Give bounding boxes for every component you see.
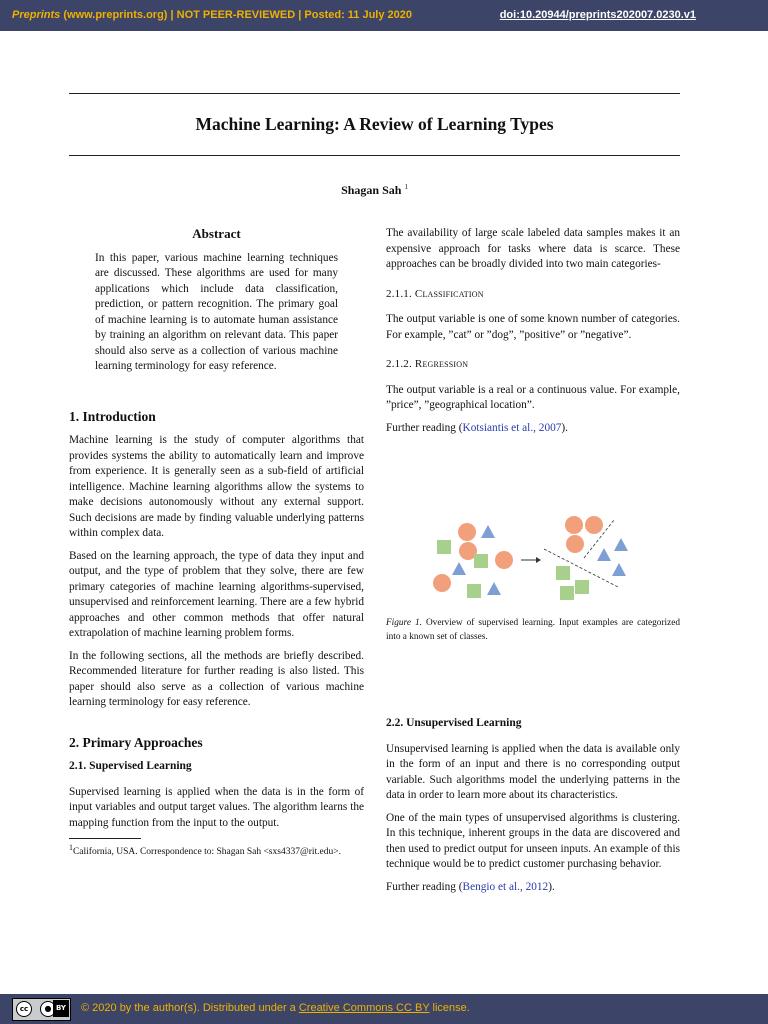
input-square xyxy=(474,554,488,568)
title-rule-top xyxy=(69,93,680,94)
class-a-circle xyxy=(565,516,583,534)
unsupervised-paragraph-1: Unsupervised learning is applied when the data is available only in the form of an input and there is no corresponding output variable. Such algorithms model the underlying patterns in the data in order to learn more about its characteristics. xyxy=(386,742,680,801)
class-c-square xyxy=(556,566,570,580)
preprint-header-bar xyxy=(0,0,768,31)
person-icon: ● xyxy=(40,1001,56,1017)
classification-title: Classification xyxy=(414,287,484,300)
class-c-square xyxy=(560,586,574,600)
right-column xyxy=(386,226,680,443)
header-info xyxy=(12,9,412,21)
primary-approaches-heading: 2. Primary Approaches xyxy=(69,734,203,750)
input-square xyxy=(437,540,451,554)
regression-text: The output variable is a real or a continuous value. For example, ”price”, ”geographical location”. xyxy=(386,383,680,411)
further-reading-label: Further reading ( xyxy=(386,421,463,434)
by-label: BY xyxy=(53,1000,69,1017)
further-reading-end: ). xyxy=(548,880,555,893)
doi-link[interactable]: doi:10.20944/preprints202007.0230.v1 xyxy=(499,9,696,21)
license-suffix: license. xyxy=(429,1002,470,1014)
input-triangle xyxy=(452,562,466,575)
license-prefix: © 2020 by the author(s). Distributed under a xyxy=(81,1002,299,1014)
figure-label: Figure 1. xyxy=(386,618,422,628)
cc-by-badge[interactable] xyxy=(12,998,71,1021)
further-reading-1 xyxy=(386,421,680,437)
class-a-circle xyxy=(566,535,584,553)
intro-paragraph-3: In the following sections, all the methods are briefly described. Recommended literature for further reading is also listed. This paper should also serve as a collection of various machine learning terminology for easy reference. xyxy=(69,649,364,708)
citation-bengio[interactable]: Bengio et al., 2012 xyxy=(462,880,549,893)
right-column-lower xyxy=(386,716,680,902)
input-circle xyxy=(458,523,476,541)
further-reading-label: Further reading ( xyxy=(386,880,463,893)
unsupervised-paragraph-2: One of the main types of unsupervised algorithms is clustering. In this technique, inherent groups in the data are discovered and then used to predict output for unseen inputs. An example of this technique would be to predict customer purchasing behavior. xyxy=(386,811,680,870)
class-b-triangle xyxy=(597,548,611,561)
input-circle xyxy=(433,574,451,592)
arrow-head xyxy=(536,557,541,563)
header-brand: Preprints xyxy=(12,9,61,21)
license-link[interactable]: Creative Commons CC BY xyxy=(298,1002,430,1014)
input-circle xyxy=(495,551,513,569)
footnote-mark: 1 xyxy=(69,843,73,852)
intro-paragraph-2: Based on the learning approach, the type of data they input and output, and the type of problem that they solve, there are few primary categories of machine learning algorithms-supervised, unsupervised and reinforcement learning. There are a few hybrid approaches and other common methods that offer natural extrapolation of machine learning problem forms. xyxy=(69,549,364,639)
citation-kotsiantis[interactable]: Kotsiantis et al., 2007 xyxy=(462,421,562,434)
title-rule-bottom xyxy=(69,155,680,156)
footnote-text: California, USA. Correspondence to: Shagan Sah <sxs4337@rit.edu>. xyxy=(72,847,341,858)
class-a-circle xyxy=(585,516,603,534)
abstract-heading: Abstract xyxy=(192,226,241,241)
license-text xyxy=(81,1002,470,1014)
input-triangle xyxy=(481,525,495,538)
regression-heading xyxy=(386,357,680,373)
classification-text: The output variable is one of some known number of categories. For example, ”cat” or ”dog”, ”positive” or ”negative”. xyxy=(386,313,680,341)
figure-caption xyxy=(386,616,680,644)
abstract-text: In this paper, various machine learning techniques are discussed. These algorithms are used for many applications which include data classification, prediction, or pattern recognition. The primary goal of machine learning is to automate human assistance by training an algorithm on relevant data. This paper should also serve as a collection of various machine learning terminology for easy reference. xyxy=(95,251,338,372)
further-reading-2 xyxy=(386,880,680,896)
classification-heading xyxy=(386,287,680,303)
supervised-continued: The availability of large scale labeled data samples makes it an expensive approach for tasks where data is scarce. These approaches can be broadly divided into two main categories- xyxy=(386,227,680,270)
left-column xyxy=(69,226,364,859)
intro-heading: 1. Introduction xyxy=(69,408,156,424)
regression-title: Regression xyxy=(414,358,469,370)
regression-number: 2.1.2. xyxy=(386,358,415,370)
author-name: Shagan Sah xyxy=(341,183,402,197)
supervised-paragraph: Supervised learning is applied when the data is in the form of input variables and output target values. The algorithm learns the mapping function from the input to the output. xyxy=(69,785,364,829)
supervised-heading: 2.1. Supervised Learning xyxy=(69,760,192,772)
unsupervised-heading: 2.2. Unsupervised Learning xyxy=(386,717,522,729)
input-square xyxy=(467,584,481,598)
further-reading-end: ). xyxy=(561,421,568,434)
author-footnote-mark: 1 xyxy=(404,183,408,191)
supervised-learning-figure xyxy=(386,508,680,608)
author-line xyxy=(69,183,680,198)
classification-number: 2.1.1. xyxy=(386,287,415,300)
paper-title: Machine Learning: A Review of Learning Types xyxy=(195,114,554,134)
license-footer-bar xyxy=(0,994,768,1024)
class-c-square xyxy=(575,580,589,594)
cc-icon: cc xyxy=(16,1001,32,1017)
input-triangle xyxy=(487,582,501,595)
intro-paragraph-1: Machine learning is the study of computer algorithms that provides systems the ability to automatically learn and improve from experience. It is generally seen as a sub-field of artificial intelligence. Machine learning algorithms allow the systems to make decisions autonomously without any external support. Such decisions are made by finding valuable underlying patterns within complex data. xyxy=(69,434,364,539)
footnote xyxy=(69,841,364,859)
class-b-triangle xyxy=(614,538,628,551)
header-details: (www.preprints.org) | NOT PEER-REVIEWED | Posted: 11 July 2020 xyxy=(60,9,413,21)
figure-caption-text: Overview of supervised learning. Input examples are categorized into a known set of classes. xyxy=(386,618,680,642)
class-b-triangle xyxy=(612,563,626,576)
